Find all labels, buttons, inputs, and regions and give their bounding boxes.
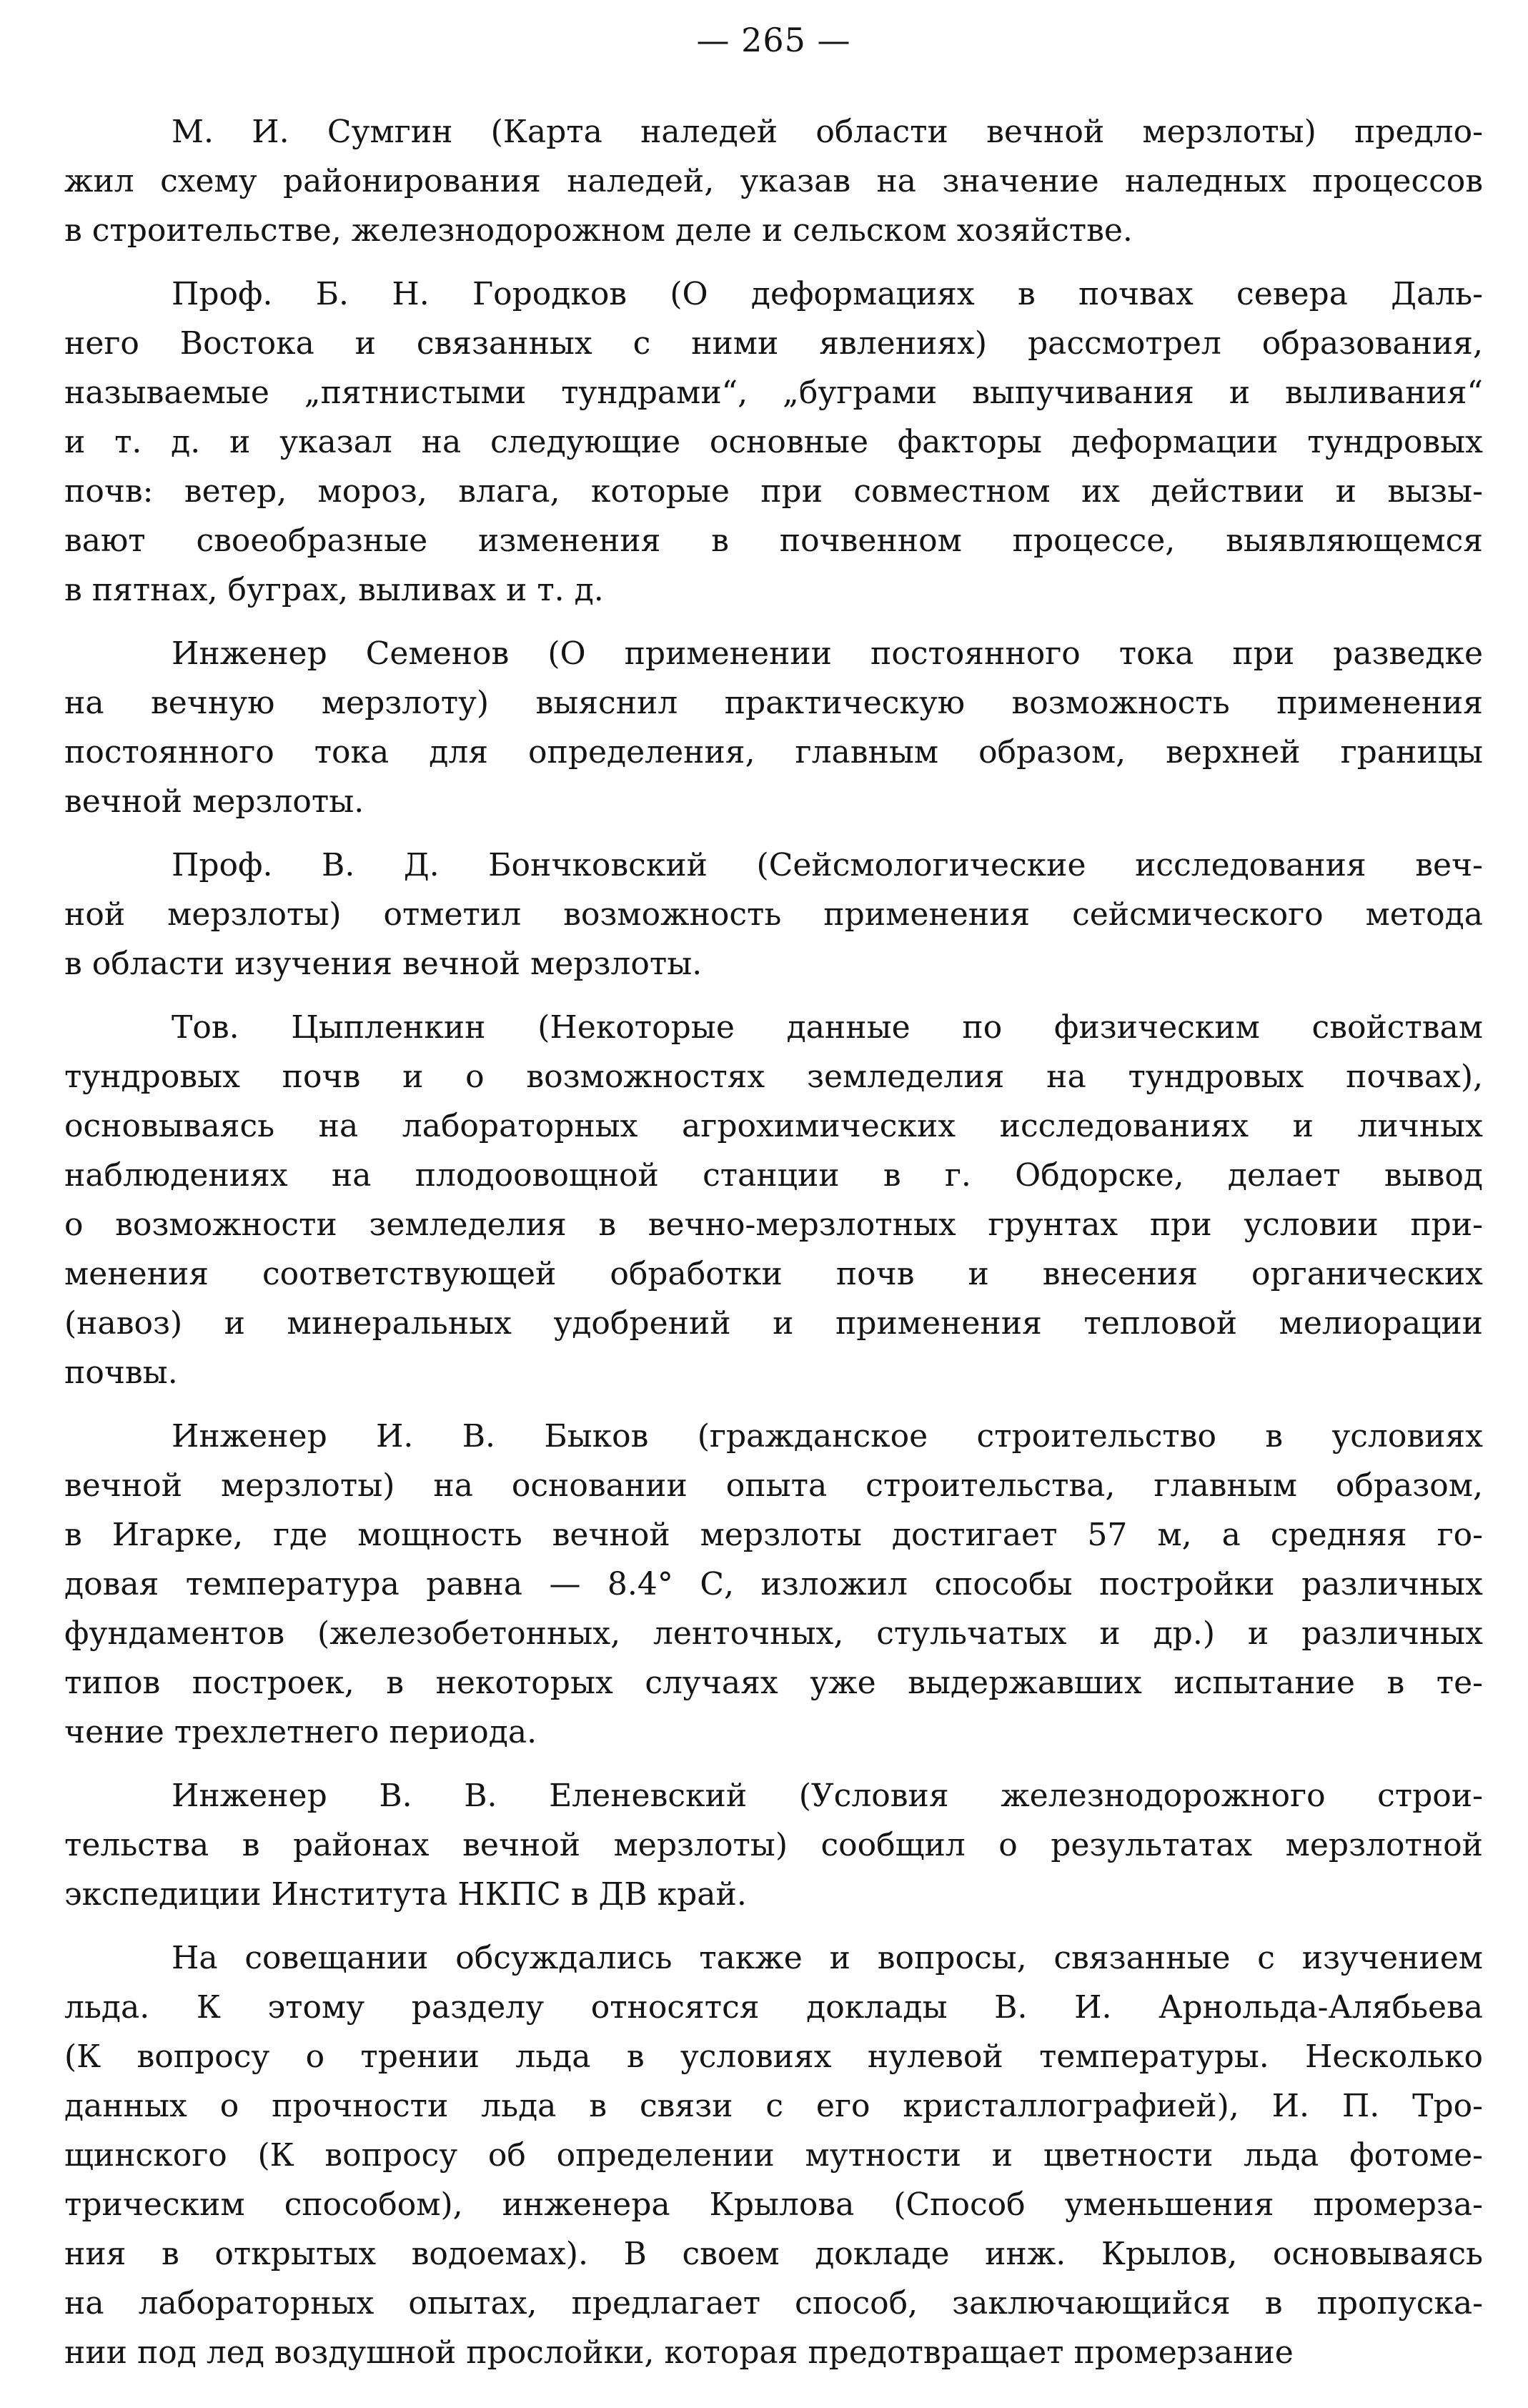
text-line: вечной мерзлоты) на основании опыта строительства, главным образом, <box>64 1467 1483 1504</box>
text-line: трическим способом), инженера Крылова (Способ уменьшения промерза- <box>64 2186 1483 2223</box>
text-line: жил схему районирования наледей, указав на значение наледных процессов <box>64 163 1483 199</box>
text-line: и т. д. и указал на следующие основные факторы деформации тундровых <box>64 424 1483 460</box>
text-line: Инженер В. В. Еленевский (Условия железнодорожного строи- <box>172 1778 1483 1814</box>
paragraph <box>64 1412 1483 1757</box>
text-line: называемые „пятнистыми тундрами“, „буграми выпучивания и выливания“ <box>64 375 1483 411</box>
text-line: наблюдениях на плодоовощной станции в г. Обдорске, делает вывод <box>64 1157 1483 1194</box>
paragraph <box>64 1771 1483 1919</box>
paragraph <box>64 107 1483 255</box>
text-line: в Игарке, где мощность вечной мерзлоты достигает 57 м, а средняя го- <box>64 1517 1483 1553</box>
paragraph <box>64 269 1483 615</box>
text-line: почв: ветер, мороз, влага, которые при совместном их действии и вызы- <box>64 473 1483 510</box>
text-line: почвы. <box>64 1354 178 1391</box>
book-page <box>64 17 1483 2392</box>
text-line: довая температура равна — 8.4° С, изложил способы постройки различных <box>64 1566 1483 1602</box>
text-line: тундровых почв и о возможностях земледелия на тундровых почвах), <box>64 1059 1483 1095</box>
text-line: льда. К этому разделу относятся доклады В. И. Арнольда-Алябьева <box>64 1989 1483 2026</box>
text-line: ния в открытых водоемах). В своем докладе инж. Крылов, основываясь <box>64 2236 1483 2272</box>
paragraph <box>64 841 1483 989</box>
text-line: на лабораторных опытах, предлагает способ, заключающийся в пропуска- <box>64 2285 1483 2322</box>
text-line: На совещании обсуждались также и вопросы, связанные с изучением <box>172 1940 1483 1976</box>
text-line: щинского (К вопросу об определении мутности и цветности льда фотоме- <box>64 2137 1483 2174</box>
text-body <box>64 107 1483 2377</box>
text-line: Проф. Б. Н. Городков (О деформациях в почвах севера Даль- <box>172 276 1483 312</box>
paragraph <box>64 1933 1483 2377</box>
text-line: (К вопросу о трении льда в условиях нулевой температуры. Несколько <box>64 2038 1483 2075</box>
paragraph <box>64 1003 1483 1397</box>
text-line: на вечную мерзлоту) выяснил практическую возможность применения <box>64 685 1483 721</box>
text-line: Инженер И. В. Быков (гражданское строительство в условиях <box>172 1418 1483 1455</box>
text-line: вечной мерзлоты. <box>64 783 364 820</box>
text-line: в строительстве, железнодорожном деле и сельском хозяйстве. <box>64 212 1133 249</box>
text-line: о возможности земледелия в вечно-мерзлотных грунтах при условии при- <box>64 1207 1483 1243</box>
paragraph <box>64 629 1483 826</box>
text-line: Проф. В. Д. Бончковский (Сейсмологические исследования веч- <box>172 847 1483 883</box>
text-line: фундаментов (железобетонных, ленточных, стульчатых и др.) и различных <box>64 1615 1483 1652</box>
text-line: ной мерзлоты) отметил возможность применения сейсмического метода <box>64 896 1483 933</box>
text-line: вают своеобразные изменения в почвенном процессе, выявляющемся <box>64 522 1483 559</box>
text-line: менения соответствующей обработки почв и внесения органических <box>64 1256 1483 1292</box>
text-line: него Востока и связанных с ними явлениях) рассмотрел образования, <box>64 325 1483 362</box>
text-line: Инженер Семенов (О применении постоянного тока при разведке <box>172 635 1483 672</box>
text-line: экспедиции Института НКПС в ДВ край. <box>64 1876 747 1913</box>
text-line: М. И. Сумгин (Карта наледей области вечной мерзлоты) предло- <box>172 114 1483 150</box>
text-line: чение трехлетнего периода. <box>64 1714 537 1750</box>
text-line: нии под лед воздушной прослойки, которая предотвращает промерзание <box>64 2334 1294 2371</box>
text-line: Тов. Цыпленкин (Некоторые данные по физическим свойствам <box>172 1009 1483 1046</box>
page-number: — 265 — <box>696 21 851 59</box>
text-line: в области изучения вечной мерзлоты. <box>64 946 703 982</box>
text-line: постоянного тока для определения, главным образом, верхней границы <box>64 734 1483 771</box>
text-line: типов построек, в некоторых случаях уже выдержавших испытание в те- <box>64 1665 1483 1701</box>
text-line: тельства в районах вечной мерзлоты) сообщил о результатах мерзлотной <box>64 1827 1483 1863</box>
text-line: в пятнах, буграх, выливах и т. д. <box>64 572 604 608</box>
text-line: основываясь на лабораторных агрохимических исследованиях и личных <box>64 1108 1483 1144</box>
text-line: (навоз) и минеральных удобрений и применения тепловой мелиорации <box>64 1305 1483 1342</box>
text-line: данных о прочности льда в связи с его кристаллографией), И. П. Тро- <box>64 2088 1483 2124</box>
